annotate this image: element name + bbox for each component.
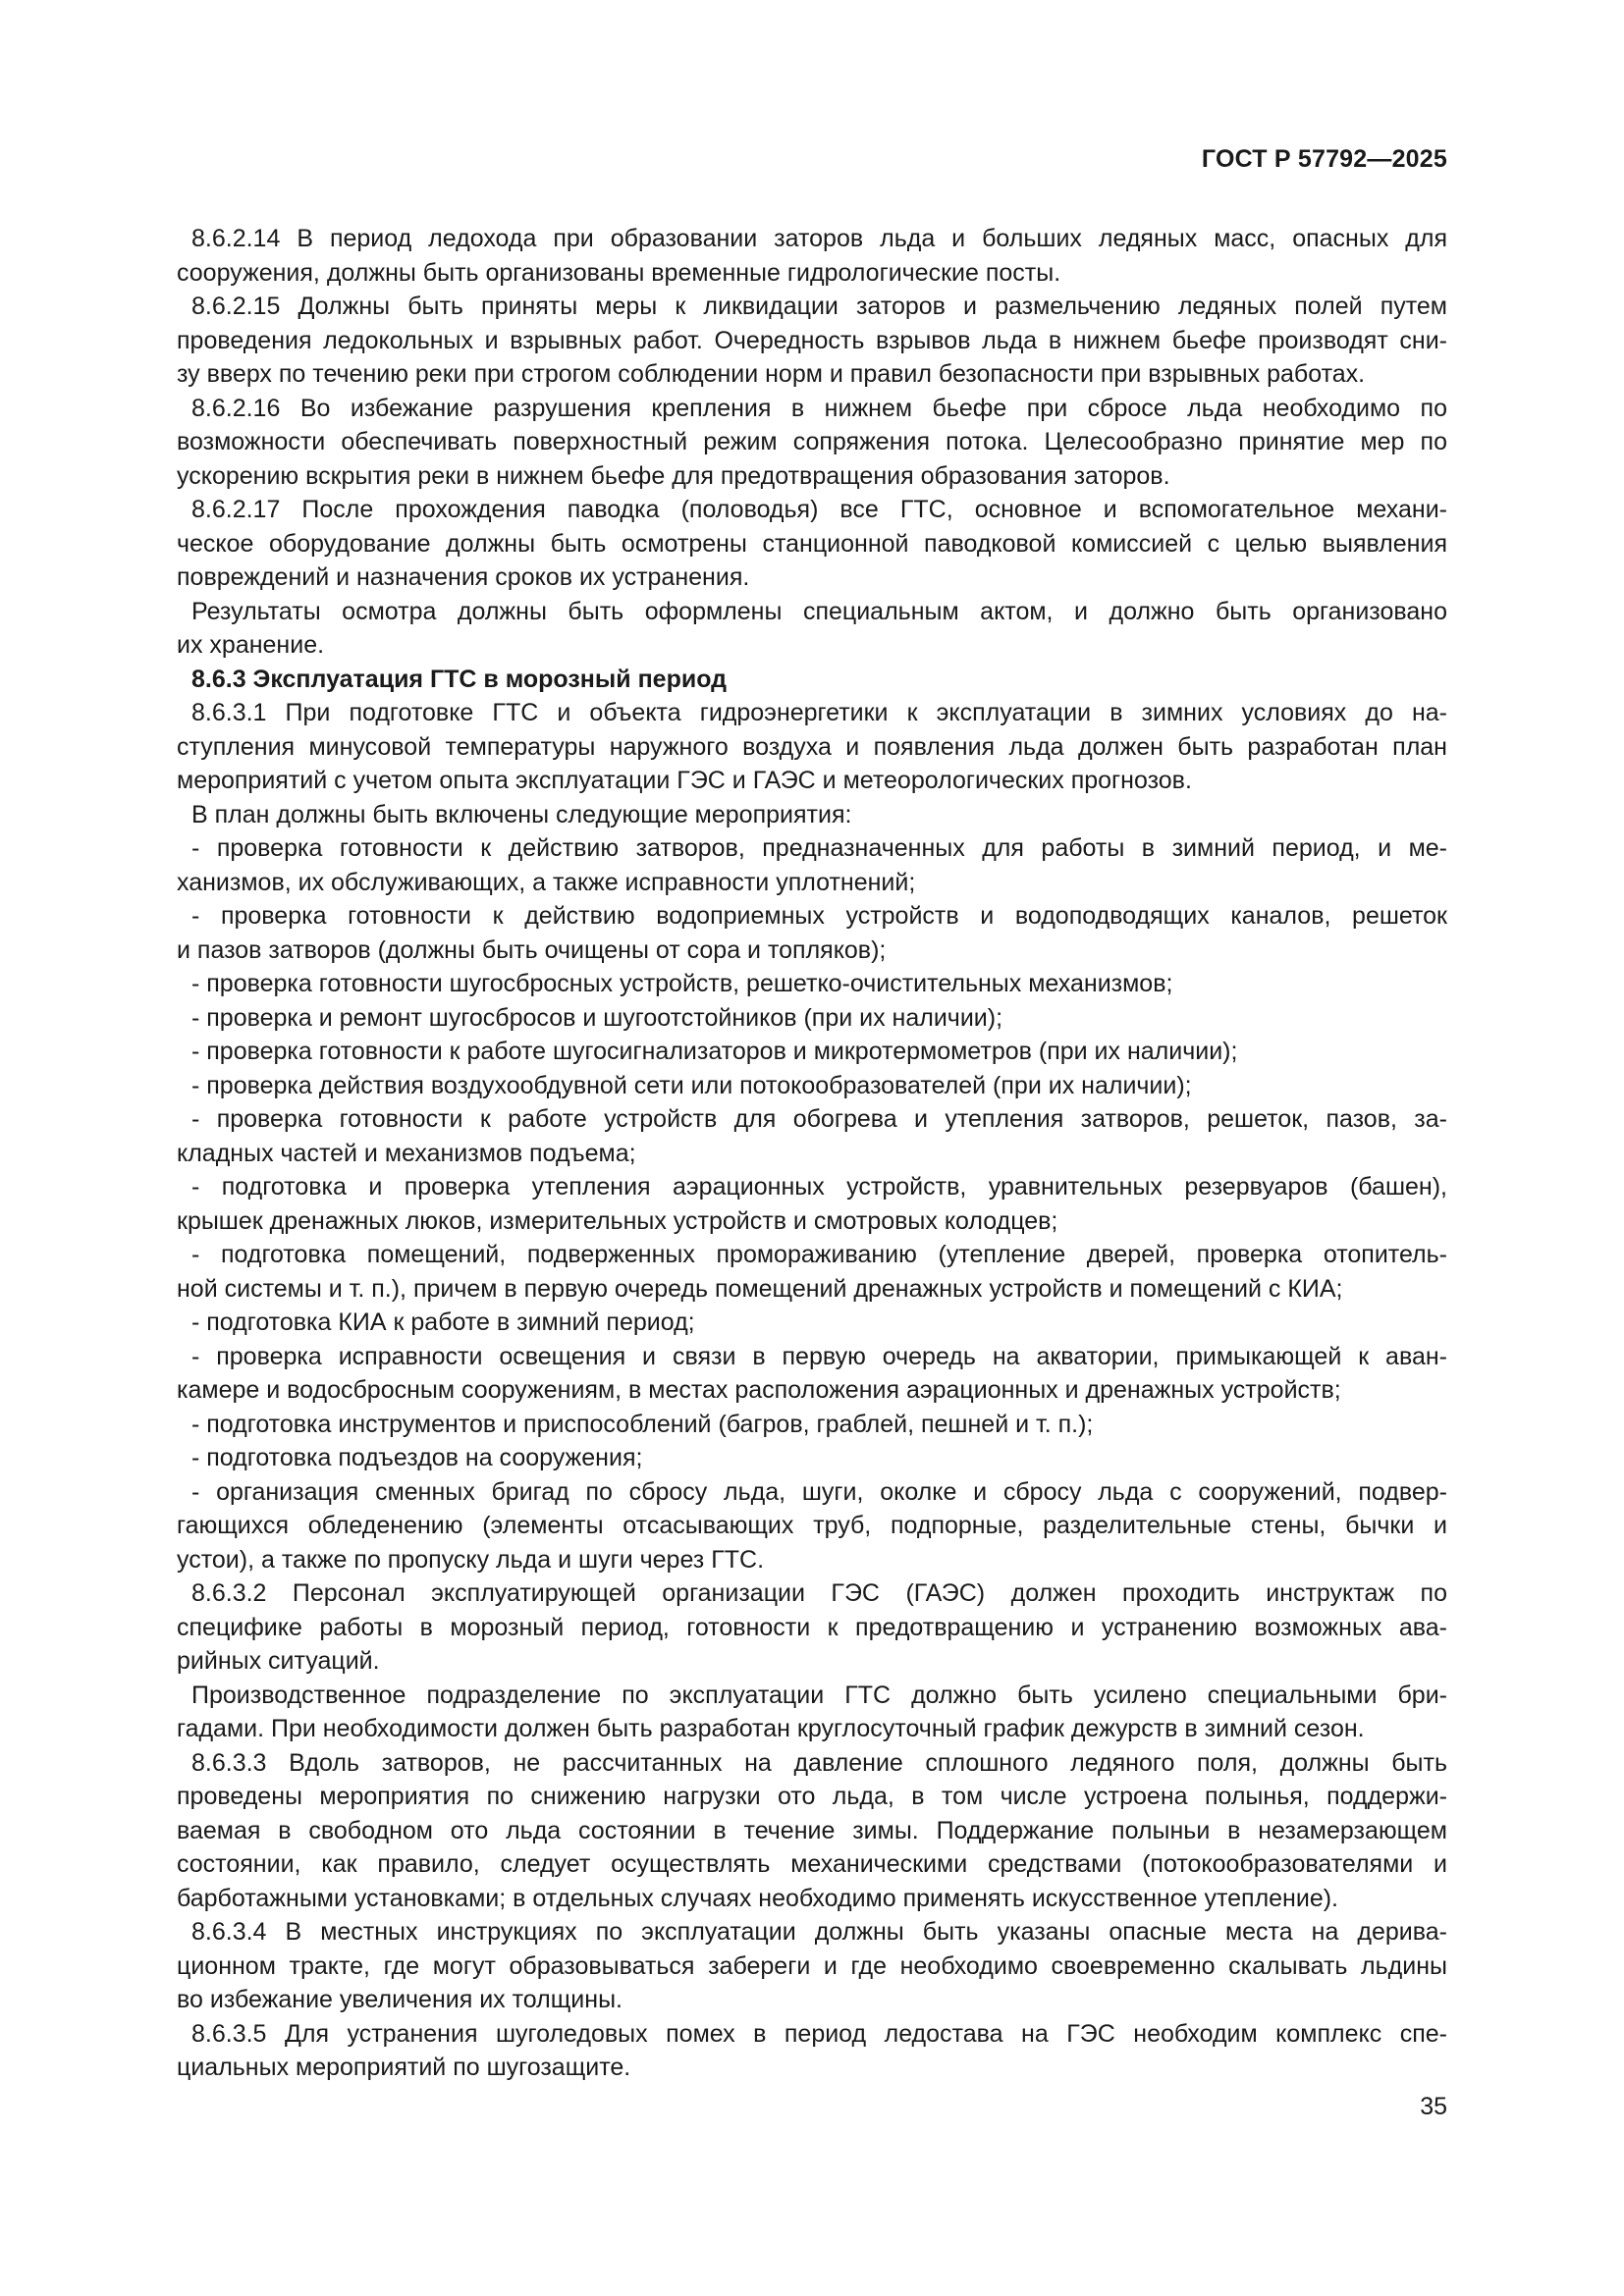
text-line: - проверка готовности к действию водоприемных устройств и водоподводящих каналов, решеток: [191, 902, 1447, 930]
paragraph: [177, 1915, 1447, 2017]
text-line: и пазов затворов (должны быть очищены от сора и топляков);: [177, 935, 887, 964]
paragraph: [177, 1170, 1447, 1238]
text-line: - подготовка помещений, подверженных промораживанию (утепление дверей, проверка отопитель-: [191, 1241, 1447, 1268]
text-line: 8.6.2.15 Должны быть приняты меры к ликвидации заторов и размельчению ледяных полей путем: [191, 293, 1447, 320]
paragraph: [177, 831, 1447, 899]
paragraph: [177, 696, 1447, 798]
text-line: ваемая в свободном ото льда состоянии в течение зимы. Поддержание полыньи в незамерзающем: [177, 1816, 1447, 1844]
paragraph: [177, 1441, 1447, 1475]
text-line: 8.6.3.5 Для устранения шуголедовых помех в период ледостава на ГЭС необходим комплекс спе-: [191, 2019, 1447, 2048]
text-line: Производственное подразделение по эксплуатации ГТС должно быть усилено специальными бри-: [191, 1681, 1447, 1709]
text-line: возможности обеспечивать поверхностный режим сопряжения потока. Целесообразно принятие мер по: [177, 428, 1447, 455]
paragraph: [177, 1679, 1447, 1746]
text-line: 8.6.2.17 После прохождения паводка (половодья) все ГТС, основное и вспомогательное механи-: [191, 496, 1447, 523]
text-line: - подготовка инструментов и приспособлений (багров, граблей, пешней и т. п.);: [191, 1410, 1094, 1438]
text-line: проведены мероприятия по снижению нагрузки ото льда, в том числе устроена полынья, поддержи-: [177, 1783, 1447, 1810]
text-line: проведения ледокольных и взрывных работ. Очередность взрывов льда в нижнем бьефе производят сни-: [177, 326, 1447, 354]
paragraph: [177, 1408, 1447, 1442]
paragraph: [177, 2017, 1447, 2085]
text-line: во избежание увеличения их толщины.: [177, 1986, 623, 2013]
text-line: устои), а также по пропуску льда и шуги через ГТС.: [177, 1545, 765, 1574]
text-line: - проверка готовности шугосбросных устройств, решетко-очистительных механизмов;: [191, 970, 1173, 997]
text-line: ханизмов, их обслуживающих, а также исправности уплотнений;: [177, 868, 916, 896]
text-line: ной системы и т. п.), причем в первую очередь помещений дренажных устройств и помещений с КИА;: [177, 1274, 1343, 1303]
text-line: ческое оборудование должны быть осмотрены станционной паводковой комиссией с целью выявления: [177, 529, 1447, 558]
text-line: мероприятий с учетом опыта эксплуатации ГЭС и ГАЭС и метеорологических прогнозов.: [177, 767, 1192, 794]
text-line: 8.6.3.3 Вдоль затворов, не рассчитанных на давление сплошного ледяного поля, должны быть: [191, 1748, 1447, 1777]
text-line: - проверка готовности к действию затворов, предназначенных для работы в зимний период, и ме-: [191, 834, 1447, 862]
text-line: - проверка готовности к работе шугосигнализаторов и микротермометров (при их наличии);: [191, 1038, 1238, 1065]
text-line: состоянии, как правило, следует осуществлять механическими средствами (потокообразователями и: [177, 1850, 1447, 1878]
text-line: гающихся обледенению (элементы отсасывающих труб, подпорные, разделительные стены, бычки и: [177, 1512, 1447, 1539]
text-line: 8.6.2.16 Во избежание разрушения крепления в нижнем бьефе при сбросе льда необходимо по: [191, 394, 1447, 422]
text-line: - организация сменных бригад по сбросу льда, шуги, околке и сбросу льда с сооружений, подвер-: [191, 1477, 1447, 1506]
document-body: [177, 222, 1447, 2085]
text-line: - проверка исправности освещения и связи в первую очередь на акватории, примыкающей к аван-: [191, 1342, 1447, 1370]
paragraph: [177, 1238, 1447, 1306]
text-line: 8.6.3.2 Персонал эксплуатирующей организации ГЭС (ГАЭС) должен проходить инструктаж по: [191, 1579, 1447, 1607]
paragraph: [177, 595, 1447, 663]
paragraph: [177, 1035, 1447, 1069]
text-line: их хранение.: [177, 631, 325, 659]
paragraph: [177, 1475, 1447, 1577]
section-heading: [177, 663, 1447, 697]
text-line: камере и водосбросным сооружениям, в местах расположения аэрационных и дренажных устройств;: [177, 1376, 1341, 1404]
text-line: сооружения, должны быть организованы временные гидрологические посты.: [177, 258, 1061, 287]
text-line: рийных ситуаций.: [177, 1647, 380, 1675]
paragraph: [177, 1306, 1447, 1340]
text-line: крышек дренажных люков, измерительных устройств и смотровых колодцев;: [177, 1206, 1058, 1235]
paragraph: [177, 1746, 1447, 1916]
text-line: - подготовка КИА к работе в зимний период;: [191, 1308, 695, 1336]
paragraph: [177, 798, 1447, 832]
paragraph: [177, 899, 1447, 967]
text-line: - подготовка подъездов на сооружения;: [191, 1444, 643, 1471]
text-line: кладных частей и механизмов подъема;: [177, 1139, 636, 1167]
text-line: специфике работы в морозный период, готовности к предотвращению и устранению возможных ава-: [177, 1613, 1447, 1641]
text-line: зу вверх по течению реки при строгом соблюдении норм и правил безопасности при взрывных работах.: [177, 360, 1366, 388]
text-line: - подготовка и проверка утепления аэрационных устройств, уравнительных резервуаров (башен),: [191, 1173, 1447, 1201]
paragraph: [177, 1102, 1447, 1170]
text-line: В план должны быть включены следующие мероприятия:: [191, 800, 852, 828]
paragraph: [177, 1069, 1447, 1103]
text-line: - проверка действия воздухообдувной сети или потокообразователей (при их наличии);: [191, 1071, 1192, 1099]
text-line: ступления минусовой температуры наружного воздуха и появления льда должен быть разработан план: [177, 732, 1447, 761]
text-line: 8.6.2.14 В период ледохода при образовании заторов льда и больших ледяных масс, опасных для: [191, 225, 1447, 252]
text-line: - проверка и ремонт шугосбросов и шугоотстойников (при их наличии);: [191, 1003, 1003, 1032]
text-line: Результаты осмотра должны быть оформлены специальным актом, и должно быть организовано: [191, 597, 1447, 625]
text-line: ускорению вскрытия реки в нижнем бьефе для предотвращения образования заторов.: [177, 461, 1170, 490]
paragraph: [177, 1340, 1447, 1408]
text-line: циальных мероприятий по шугозащите.: [177, 2054, 631, 2081]
text-line: - проверка готовности к работе устройств для обогрева и утепления затворов, решеток, пазов, за-: [191, 1105, 1447, 1133]
paragraph: [177, 967, 1447, 1001]
paragraph: [177, 290, 1447, 392]
text-line: ционном тракте, где могут образовываться забереги и где необходимо своевременно скалывать льдины: [177, 1951, 1447, 1980]
text-line: 8.6.3 Эксплуатация ГТС в морозный период: [191, 665, 728, 693]
text-line: барботажными установками; в отдельных случаях необходимо применять искусственное утепление).: [177, 1884, 1339, 1912]
paragraph: [177, 222, 1447, 290]
text-line: повреждений и назначения сроков их устранения.: [177, 563, 750, 591]
paragraph: [177, 392, 1447, 494]
paragraph: [177, 1576, 1447, 1679]
paragraph: [177, 1001, 1447, 1036]
page-number: 35: [1420, 2093, 1447, 2120]
text-line: 8.6.3.1 При подготовке ГТС и объекта гидроэнергетики к эксплуатации в зимних условиях до на-: [191, 699, 1447, 726]
text-line: гадами. При необходимости должен быть разработан круглосуточный график дежурств в зимний сезон.: [177, 1715, 1365, 1742]
paragraph: [177, 493, 1447, 595]
text-line: 8.6.3.4 В местных инструкциях по эксплуатации должны быть указаны опасные места на дерива-: [191, 1918, 1447, 1946]
standard-designation: ГОСТ Р 57792—2025: [1201, 145, 1447, 173]
